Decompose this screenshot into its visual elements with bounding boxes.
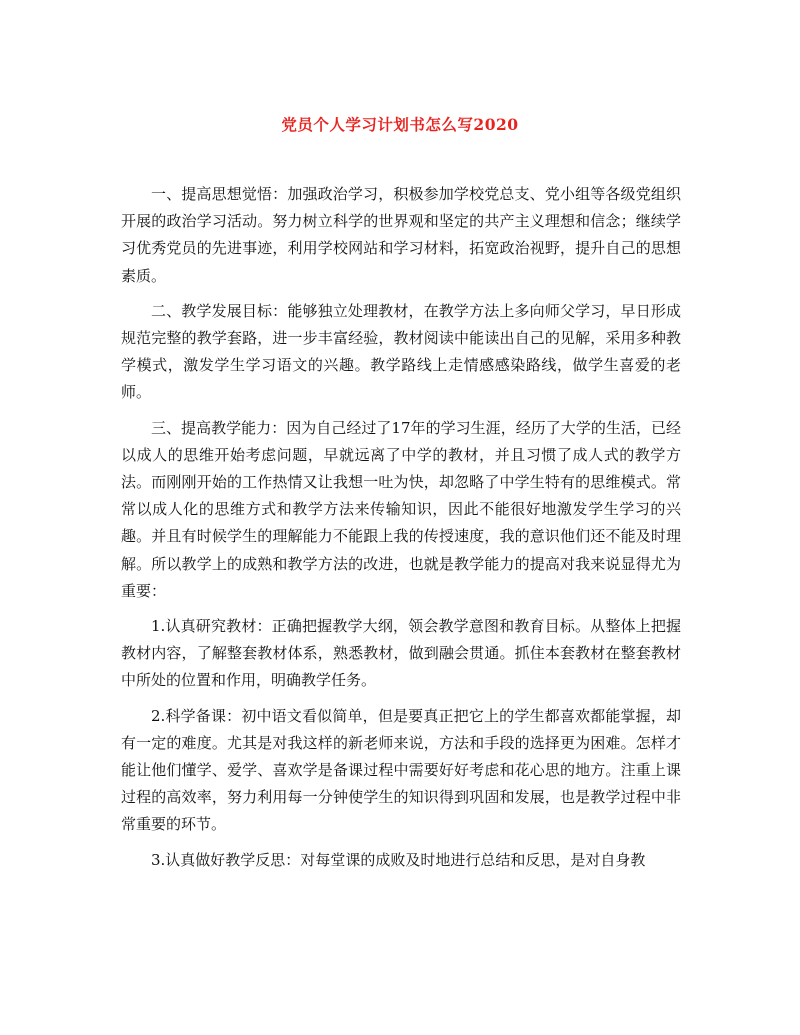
paragraph-lesson-prep: 2.科学备课：初中语文看似简单，但是要真正把它上的学生都喜欢都能掌握，却有一定的难度。尤其是对我这样的新老师来说，方法和手段的选择更为困难。怎样才能让他们懂学、爱学、喜欢学是备课过程中需要好好考虑和花心思的地方。注重上课过程的高效率，努力利用每一分钟使学生的知识得到巩固和发展，也是教学过程中非常重要的环节。 [121, 706, 681, 834]
paragraph-teaching-ability: 三、提高教学能力：因为自己经过了17年的学习生涯，经历了大学的生活，已经以成人的思维开始考虑问题，早就远离了中学的教材，并且习惯了成人式的教学方法。而刚刚开始的工作热情又让我想一吐为快，却忽略了中学生特有的思维模式。常常以成人化的思维方式和教学方法来传输知识，因此不能很好地激发学生学习的兴趣。并且有时候学生的理解能力不能跟上我的传授速度，我的意识他们还不能及时理解。所以教学上的成熟和教学方法的改进，也就是教学能力的提高对我来说显得尤为重要： [121, 418, 681, 600]
paragraph-teaching-goals: 二、教学发展目标：能够独立处理教材，在教学方法上多向师父学习，早日形成规范完整的教学套路，进一步丰富经验，教材阅读中能读出自己的见解，采用多种教学模式，激发学生学习语文的兴趣。教学路线上走情感感染路线，做学生喜爱的老师。 [121, 301, 681, 402]
document-body [121, 181, 681, 882]
paragraph-political-awareness: 一、提高思想觉悟：加强政治学习，积极参加学校党总支、党小组等各级党组织开展的政治学习活动。努力树立科学的世界观和坚定的共产主义理想和信念；继续学习优秀党员的先进事迹，利用学校网站和学习材料，拓宽政治视野，提升自己的思想素质。 [121, 185, 681, 285]
paragraph-study-textbook: 1.认真研究教材：正确把握教学大纲，领会教学意图和教育目标。从整体上把握教材内容，了解整套教材体系，熟悉教材，做到融会贯通。抓住本套教材在整套教材中所处的位置和作用，明确教学任务。 [121, 617, 681, 690]
paragraph-teaching-reflection: 3.认真做好教学反思：对每堂课的成败及时地进行总结和反思，是对自身教 [151, 850, 646, 869]
document-title: 党员个人学习计划书怎么写2020 [281, 115, 519, 134]
